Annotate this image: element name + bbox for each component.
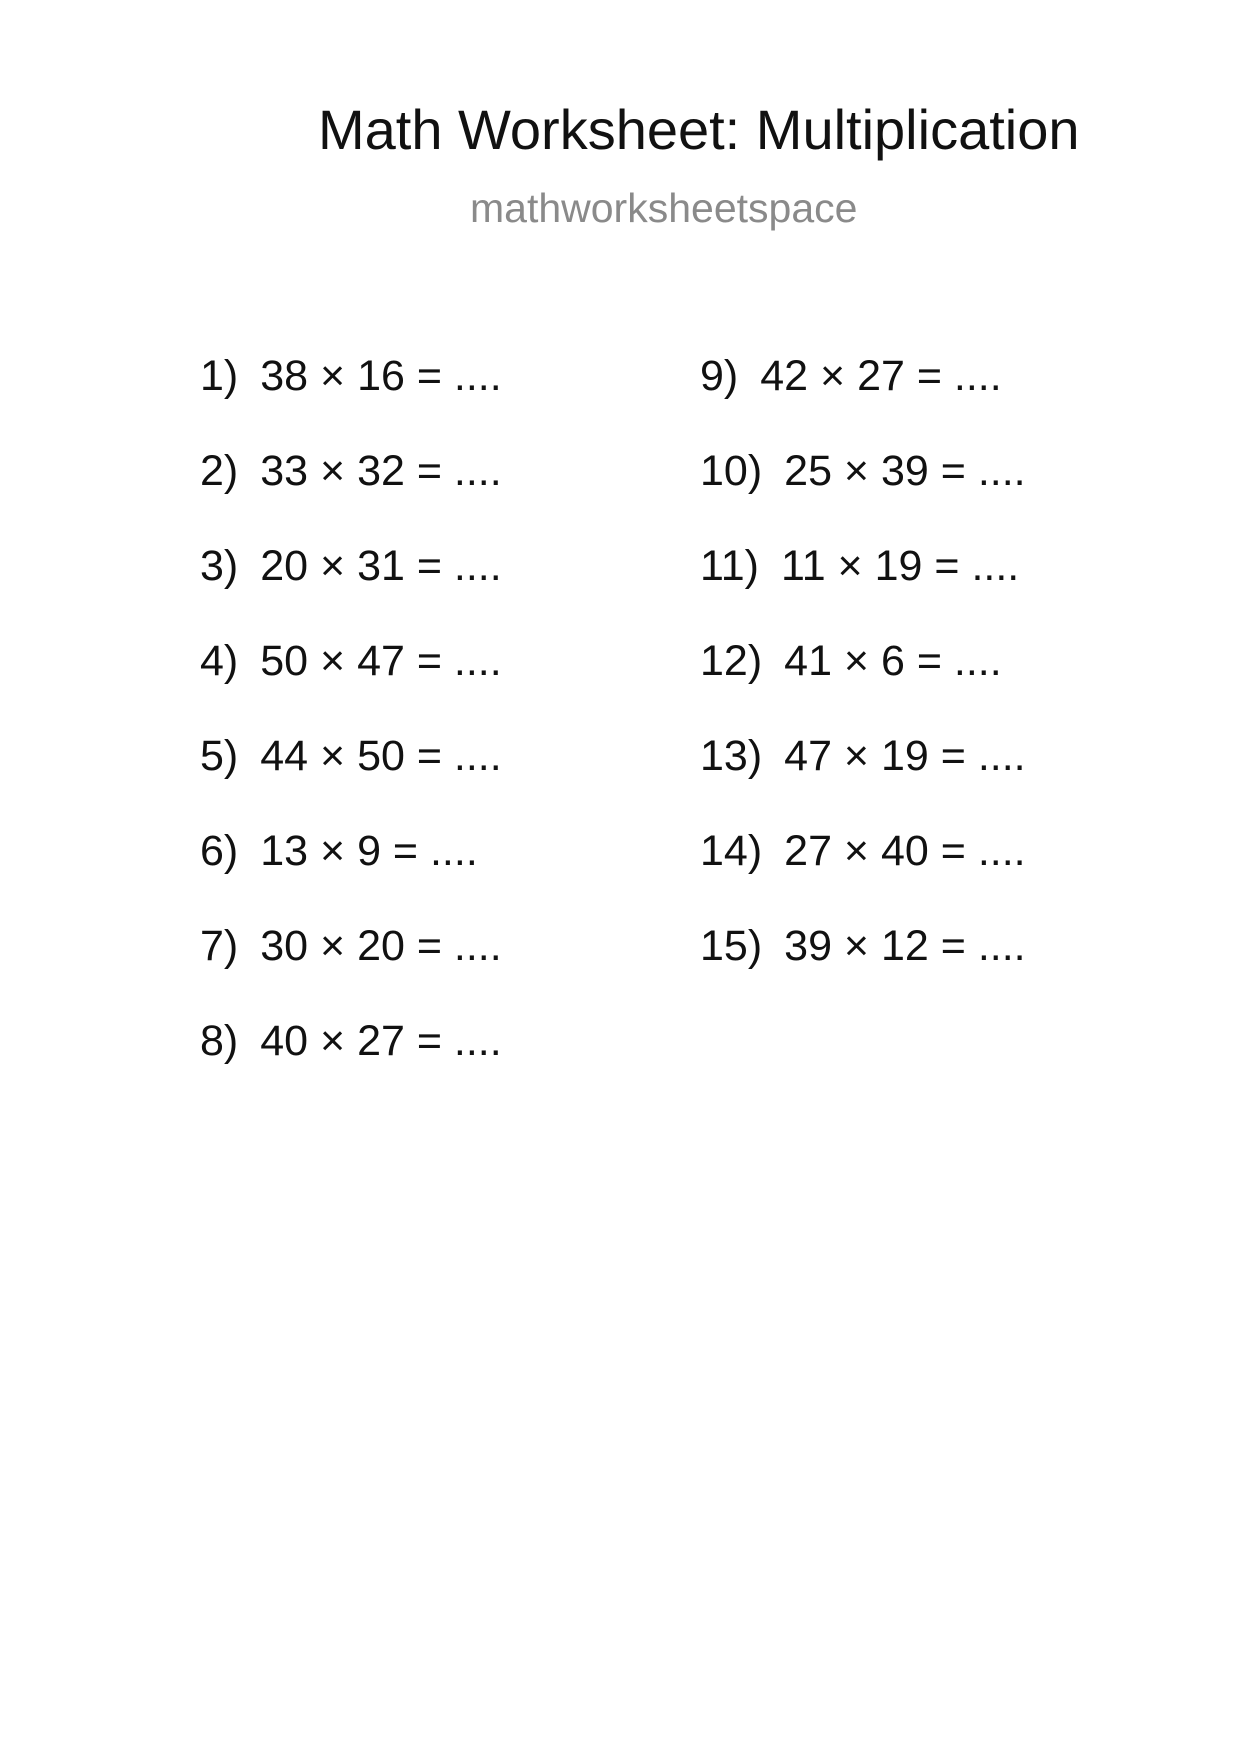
problem-expression: 13 × 9 = .... — [260, 827, 478, 875]
problem-expression: 20 × 31 = .... — [260, 542, 502, 590]
problem-number: 13) — [700, 732, 763, 780]
problem-expression: 47 × 19 = .... — [784, 732, 1026, 780]
problem-item — [700, 825, 1026, 920]
problem-column-left — [200, 350, 502, 1110]
problem-expression: 42 × 27 = .... — [760, 352, 1002, 400]
problem-item — [700, 350, 1026, 445]
problem-item — [700, 635, 1026, 730]
problem-number: 2) — [200, 447, 239, 495]
problem-item — [700, 730, 1026, 825]
problem-expression: 40 × 27 = .... — [260, 1017, 502, 1065]
problem-number: 1) — [200, 352, 239, 400]
problem-item — [200, 1015, 502, 1110]
problem-expression: 30 × 20 = .... — [260, 922, 502, 970]
problem-item — [200, 350, 502, 445]
problem-number: 9) — [700, 352, 739, 400]
problem-number: 7) — [200, 922, 239, 970]
problem-expression: 25 × 39 = .... — [784, 447, 1026, 495]
worksheet-title: Math Worksheet: Multiplication — [318, 98, 1080, 161]
problem-number: 12) — [700, 637, 763, 685]
problem-expression: 50 × 47 = .... — [260, 637, 502, 685]
problem-number: 14) — [700, 827, 763, 875]
problem-expression: 27 × 40 = .... — [784, 827, 1026, 875]
problem-item — [700, 920, 1026, 1015]
problem-item — [200, 825, 502, 920]
problem-number: 4) — [200, 637, 239, 685]
problem-item — [200, 920, 502, 1015]
problem-item — [700, 445, 1026, 540]
problem-item — [200, 445, 502, 540]
problem-expression: 11 × 19 = .... — [780, 542, 1020, 590]
problem-item — [700, 540, 1026, 635]
problem-item — [200, 635, 502, 730]
problem-expression: 39 × 12 = .... — [784, 922, 1026, 970]
problem-number: 6) — [200, 827, 239, 875]
problem-column-right — [700, 350, 1026, 1015]
problem-number: 5) — [200, 732, 239, 780]
problem-number: 10) — [700, 447, 763, 495]
problem-expression: 41 × 6 = .... — [784, 637, 1002, 685]
problem-expression: 38 × 16 = .... — [260, 352, 502, 400]
problem-number: 11) — [700, 542, 759, 590]
problem-expression: 44 × 50 = .... — [260, 732, 502, 780]
problem-expression: 33 × 32 = .... — [260, 447, 502, 495]
worksheet-subtitle: mathworksheetspace — [470, 185, 858, 231]
problem-number: 3) — [200, 542, 239, 590]
problem-item — [200, 730, 502, 825]
problem-item — [200, 540, 502, 635]
problem-number: 15) — [700, 922, 763, 970]
problem-number: 8) — [200, 1017, 239, 1065]
